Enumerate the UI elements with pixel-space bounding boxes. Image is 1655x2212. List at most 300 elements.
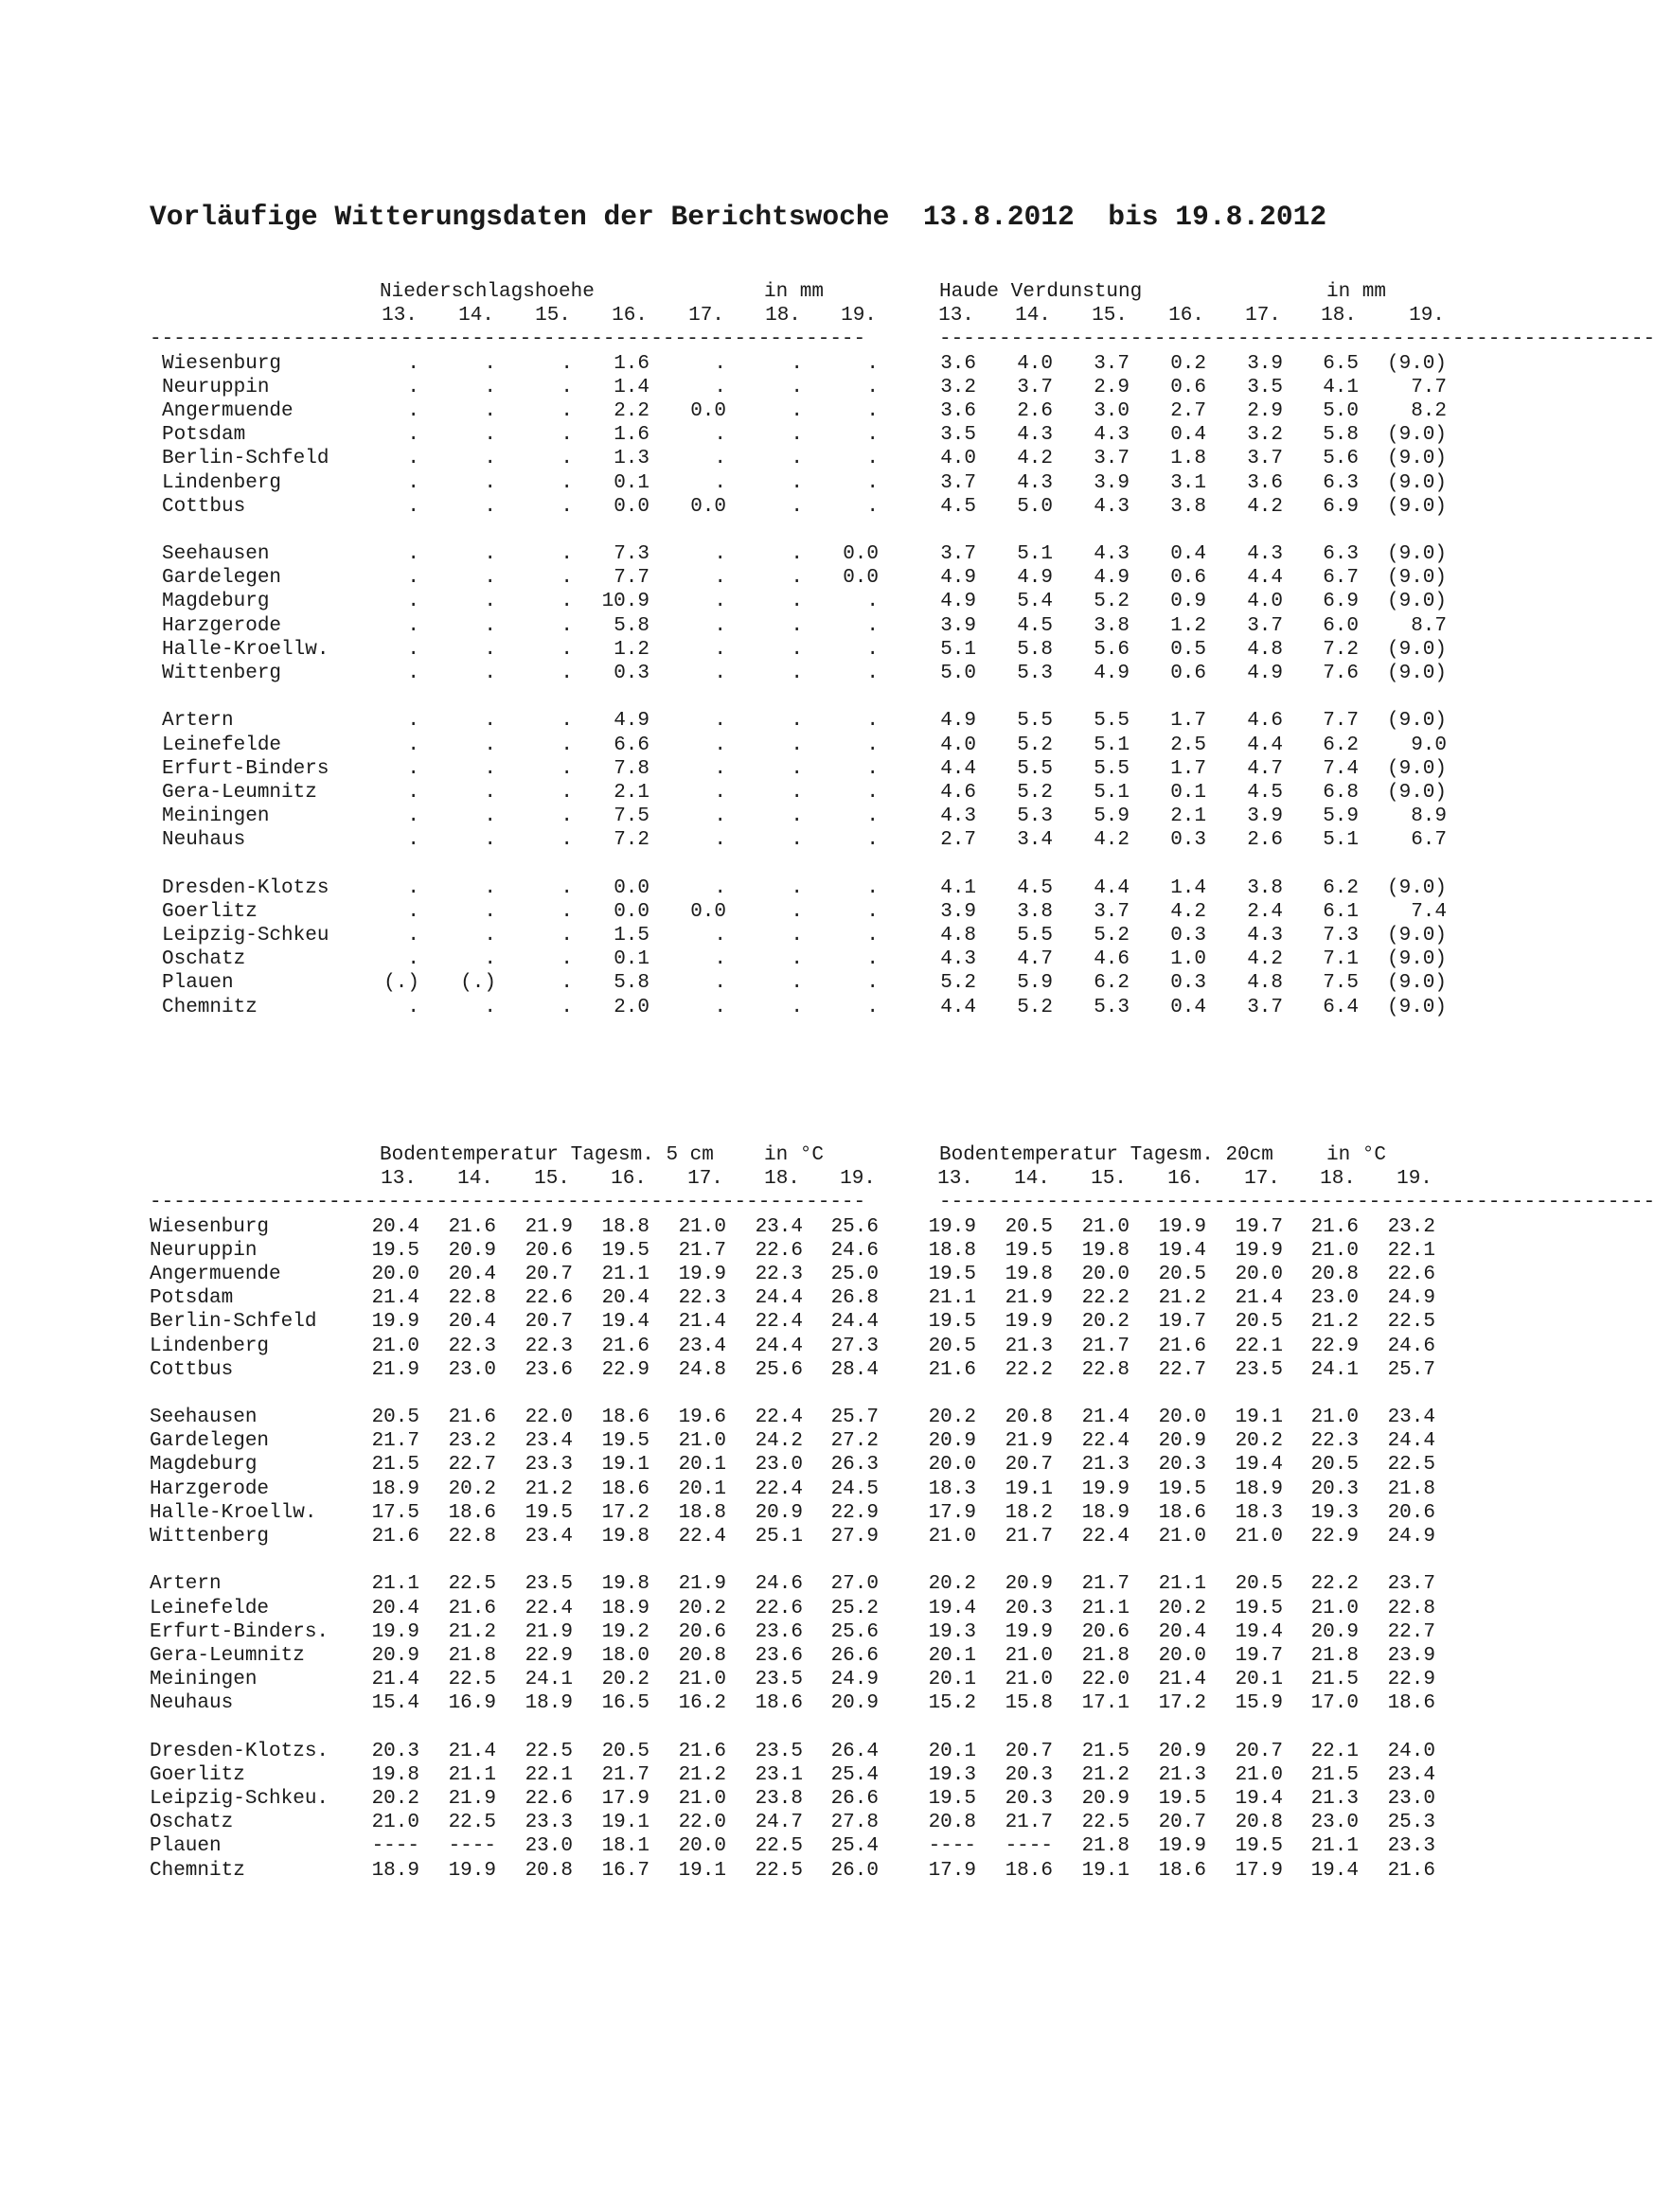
day-label: 14. (457, 1168, 493, 1191)
day-label: 18. (764, 1168, 800, 1191)
value-cell: 1.4 (614, 376, 650, 398)
value-cell: 27.8 (830, 1812, 879, 1834)
value-cell: 23.1 (755, 1763, 803, 1786)
value-cell: 21.0 (371, 1812, 419, 1834)
value-cell: 20.0 (928, 1454, 976, 1477)
value-cell: 23.4 (525, 1526, 573, 1548)
value-cell: 21.3 (1310, 1788, 1359, 1811)
value-cell: 23.0 (448, 1358, 496, 1381)
value-cell: ---- (371, 1835, 419, 1858)
value-cell: . (484, 757, 496, 780)
station-name: Cottbus (162, 495, 246, 518)
station-name: Magdeburg (162, 591, 270, 613)
value-cell: 4.5 (1017, 876, 1053, 899)
value-cell: 21.7 (1081, 1335, 1130, 1357)
value-cell: 21.1 (1158, 1573, 1206, 1596)
value-cell: 27.3 (830, 1335, 879, 1357)
value-cell: 4.7 (1247, 757, 1283, 780)
day-label: 18. (1320, 1168, 1356, 1191)
value-cell: 22.1 (1235, 1335, 1283, 1357)
value-cell: 22.7 (1387, 1620, 1435, 1643)
value-cell: 20.7 (1005, 1740, 1053, 1762)
value-cell: . (791, 495, 803, 518)
value-cell: 19.5 (371, 1239, 419, 1262)
value-cell: 22.6 (525, 1788, 573, 1811)
value-cell: 20.1 (928, 1740, 976, 1762)
value-cell: 20.4 (601, 1287, 650, 1310)
value-cell: 22.2 (1005, 1358, 1053, 1381)
value-cell: 19.5 (525, 1501, 573, 1524)
value-cell: 0.3 (1170, 972, 1206, 995)
value-cell: 20.1 (928, 1669, 976, 1691)
value-cell: . (484, 900, 496, 923)
value-cell: 17.1 (1081, 1692, 1130, 1715)
value-cell: . (791, 876, 803, 899)
value-cell: . (561, 376, 573, 398)
value-cell: 5.8 (614, 972, 650, 995)
value-cell: 21.0 (678, 1788, 726, 1811)
value-cell: 21.4 (448, 1740, 496, 1762)
value-cell: 21.9 (371, 1358, 419, 1381)
section-heading: Haude Verdunstung (939, 281, 1143, 303)
value-cell: 17.2 (601, 1501, 650, 1524)
value-cell: . (714, 424, 726, 447)
value-cell: 4.9 (1247, 663, 1283, 684)
value-cell: . (714, 757, 726, 780)
value-cell: 3.7 (1247, 448, 1283, 470)
value-cell: (9.0) (1386, 591, 1447, 613)
value-cell: . (791, 829, 803, 852)
value-cell: 20.8 (1310, 1263, 1359, 1285)
value-cell: 21.9 (525, 1215, 573, 1238)
value-cell: 21.9 (678, 1573, 726, 1596)
value-cell: 20.2 (448, 1478, 496, 1500)
value-cell: 20.8 (1005, 1407, 1053, 1429)
value-cell: 5.3 (1094, 996, 1130, 1018)
value-cell: 27.0 (830, 1573, 879, 1596)
day-label: 17. (1244, 1168, 1280, 1191)
station-name: Wiesenburg (150, 1215, 270, 1238)
value-cell: 18.9 (371, 1859, 419, 1882)
value-cell: 0.3 (614, 663, 650, 684)
value-cell: 23.6 (525, 1358, 573, 1381)
value-cell: 5.4 (1017, 591, 1053, 613)
value-cell: 18.2 (1005, 1501, 1053, 1524)
value-cell: 27.9 (830, 1526, 879, 1548)
value-cell: 0.0 (614, 495, 650, 518)
value-cell: 23.4 (1387, 1407, 1435, 1429)
value-cell: 19.4 (1310, 1859, 1359, 1882)
value-cell: . (561, 471, 573, 494)
value-cell: 24.9 (1387, 1287, 1435, 1310)
value-cell: 4.4 (940, 757, 976, 780)
value-cell: 3.9 (940, 900, 976, 923)
value-cell: 3.8 (1170, 495, 1206, 518)
value-cell: 0.0 (690, 399, 726, 422)
day-label: 15. (1092, 305, 1128, 327)
value-cell: 21.1 (448, 1763, 496, 1786)
station-name: Magdeburg (150, 1454, 258, 1477)
value-cell: 0.1 (614, 471, 650, 494)
value-cell: 21.9 (448, 1788, 496, 1811)
value-cell: 0.5 (1170, 638, 1206, 661)
value-cell: 4.3 (1017, 471, 1053, 494)
value-cell: 22.5 (448, 1669, 496, 1691)
value-cell: 2.9 (1094, 376, 1130, 398)
value-cell: 18.6 (448, 1501, 496, 1524)
station-name: Harzgerode (150, 1478, 270, 1500)
value-cell: 21.6 (448, 1215, 496, 1238)
value-cell: 19.5 (1158, 1478, 1206, 1500)
value-cell: (9.0) (1386, 424, 1447, 447)
value-cell: 21.8 (1387, 1478, 1435, 1500)
value-cell: 6.9 (1323, 495, 1359, 518)
value-cell: 2.4 (1247, 900, 1283, 923)
value-cell: 19.5 (928, 1263, 976, 1285)
value-cell: 20.0 (1158, 1407, 1206, 1429)
value-cell: . (484, 996, 496, 1018)
station-name: Neuhaus (150, 1692, 234, 1715)
value-cell: 3.7 (1247, 996, 1283, 1018)
value-cell: 22.4 (678, 1526, 726, 1548)
value-cell: 21.3 (1158, 1763, 1206, 1786)
value-cell: . (484, 448, 496, 470)
value-cell: 21.8 (1081, 1644, 1130, 1667)
value-cell: . (791, 734, 803, 756)
station-name: Lindenberg (162, 471, 282, 494)
value-cell: 19.1 (601, 1454, 650, 1477)
value-cell: (9.0) (1386, 757, 1447, 780)
value-cell: 21.0 (678, 1669, 726, 1691)
station-name: Wittenberg (162, 663, 282, 684)
value-cell: 19.3 (928, 1763, 976, 1786)
value-cell: 22.1 (1310, 1740, 1359, 1762)
value-cell: . (866, 710, 879, 733)
value-cell: 17.5 (371, 1501, 419, 1524)
value-cell: 15.9 (1235, 1692, 1283, 1715)
day-label: 18. (765, 305, 801, 327)
value-cell: . (561, 448, 573, 470)
value-cell: 24.7 (755, 1812, 803, 1834)
value-cell: . (714, 734, 726, 756)
value-cell: 20.8 (525, 1859, 573, 1882)
value-cell: 0.6 (1170, 663, 1206, 684)
value-cell: . (484, 805, 496, 828)
day-label: 14. (1015, 305, 1051, 327)
value-cell: (9.0) (1386, 352, 1447, 375)
value-cell: 6.7 (1411, 829, 1447, 852)
unit-label: in °C (1326, 1144, 1387, 1166)
value-cell: . (407, 900, 419, 923)
value-cell: 18.9 (601, 1597, 650, 1619)
value-cell: . (866, 352, 879, 375)
value-cell: . (791, 399, 803, 422)
station-name: Angermuende (162, 399, 294, 422)
value-cell: 8.9 (1411, 805, 1447, 828)
value-cell: 0.4 (1170, 543, 1206, 566)
station-name: Leinefelde (150, 1597, 270, 1619)
value-cell: 21.0 (678, 1215, 726, 1238)
value-cell: 22.5 (1387, 1311, 1435, 1334)
value-cell: 22.3 (525, 1335, 573, 1357)
value-cell: . (484, 591, 496, 613)
value-cell: 22.6 (755, 1597, 803, 1619)
value-cell: 5.2 (940, 972, 976, 995)
value-cell: 4.2 (1170, 900, 1206, 923)
value-cell: 22.4 (1081, 1430, 1130, 1453)
value-cell: 19.8 (1005, 1263, 1053, 1285)
value-cell: . (866, 734, 879, 756)
value-cell: 22.2 (1310, 1573, 1359, 1596)
value-cell: 5.5 (1017, 925, 1053, 947)
value-cell: 5.0 (1017, 495, 1053, 518)
value-cell: 4.8 (940, 925, 976, 947)
value-cell: 21.6 (448, 1407, 496, 1429)
value-cell: . (561, 424, 573, 447)
value-cell: 0.1 (614, 948, 650, 971)
value-cell: 7.7 (614, 567, 650, 590)
value-cell: 22.5 (448, 1812, 496, 1834)
value-cell: . (714, 638, 726, 661)
value-cell: 21.4 (371, 1287, 419, 1310)
value-cell: 5.5 (1017, 757, 1053, 780)
value-cell: 4.4 (1247, 567, 1283, 590)
value-cell: 20.4 (1158, 1620, 1206, 1643)
value-cell: 21.5 (371, 1454, 419, 1477)
day-label: 16. (1167, 1168, 1203, 1191)
value-cell: 26.4 (830, 1740, 879, 1762)
value-cell: 19.5 (601, 1239, 650, 1262)
value-cell: 2.6 (1247, 829, 1283, 852)
value-cell: 23.4 (1387, 1763, 1435, 1786)
day-label: 19. (1409, 305, 1445, 327)
value-cell: 4.3 (1017, 424, 1053, 447)
value-cell: (9.0) (1386, 495, 1447, 518)
value-cell: 24.4 (755, 1287, 803, 1310)
value-cell: 4.1 (1323, 376, 1359, 398)
value-cell: 3.1 (1170, 471, 1206, 494)
value-cell: 0.3 (1170, 829, 1206, 852)
value-cell: 4.9 (940, 567, 976, 590)
value-cell: (9.0) (1386, 925, 1447, 947)
value-cell: 23.6 (755, 1644, 803, 1667)
value-cell: 7.7 (1323, 710, 1359, 733)
value-cell: . (484, 567, 496, 590)
station-name: Harzgerode (162, 614, 282, 637)
value-cell: 20.9 (371, 1644, 419, 1667)
value-cell: 22.7 (448, 1454, 496, 1477)
value-cell: 17.9 (1235, 1859, 1283, 1882)
station-name: Cottbus (150, 1358, 234, 1381)
value-cell: . (561, 900, 573, 923)
value-cell: . (484, 710, 496, 733)
value-cell: 21.7 (1005, 1812, 1053, 1834)
day-label: 18. (1321, 305, 1357, 327)
value-cell: 24.4 (830, 1311, 879, 1334)
value-cell: 3.7 (1094, 352, 1130, 375)
value-cell: 24.1 (1310, 1358, 1359, 1381)
value-cell: 19.9 (678, 1263, 726, 1285)
value-cell: 6.3 (1323, 543, 1359, 566)
value-cell: 0.9 (1170, 591, 1206, 613)
value-cell: 0.0 (843, 543, 879, 566)
value-cell: 20.4 (448, 1263, 496, 1285)
value-cell: 21.6 (448, 1597, 496, 1619)
station-name: Oschatz (162, 948, 246, 971)
value-cell: . (714, 591, 726, 613)
page-title: Vorläufige Witterungsdaten der Berichtswoche 13.8.2012 bis 19.8.2012 (150, 201, 1327, 233)
value-cell: 20.1 (678, 1454, 726, 1477)
value-cell: 21.0 (1158, 1526, 1206, 1548)
value-cell: 19.1 (1081, 1859, 1130, 1882)
station-name: Berlin-Schfeld (162, 448, 329, 470)
value-cell: . (407, 805, 419, 828)
value-cell: . (791, 543, 803, 566)
value-cell: 4.3 (940, 805, 976, 828)
value-cell: 23.0 (755, 1454, 803, 1477)
value-cell: 20.2 (678, 1597, 726, 1619)
value-cell: . (561, 663, 573, 684)
value-cell: 23.5 (1235, 1358, 1283, 1381)
value-cell: 20.0 (371, 1263, 419, 1285)
value-cell: . (484, 471, 496, 494)
value-cell: 19.5 (928, 1788, 976, 1811)
value-cell: 20.3 (371, 1740, 419, 1762)
value-cell: . (866, 972, 879, 995)
value-cell: 23.2 (448, 1430, 496, 1453)
value-cell: 15.4 (371, 1692, 419, 1715)
value-cell: 4.2 (1247, 948, 1283, 971)
value-cell: 4.2 (1094, 829, 1130, 852)
value-cell: . (791, 663, 803, 684)
value-cell: 19.1 (601, 1812, 650, 1834)
value-cell: 23.0 (1310, 1812, 1359, 1834)
day-label: 13. (937, 1168, 973, 1191)
value-cell: 23.9 (1387, 1644, 1435, 1667)
value-cell: 4.3 (1094, 543, 1130, 566)
value-cell: . (561, 996, 573, 1018)
station-name: Goerlitz (162, 900, 258, 923)
value-cell: 1.8 (1170, 448, 1206, 470)
value-cell: 4.5 (1247, 781, 1283, 804)
station-name: Neuhaus (162, 829, 246, 852)
value-cell: 19.9 (928, 1215, 976, 1238)
value-cell: 19.5 (1005, 1239, 1053, 1262)
value-cell: 20.2 (1158, 1597, 1206, 1619)
day-label: 19. (841, 305, 877, 327)
value-cell: . (714, 710, 726, 733)
value-cell: 18.6 (1005, 1859, 1053, 1882)
value-cell: 19.8 (371, 1763, 419, 1786)
value-cell: 25.1 (755, 1526, 803, 1548)
value-cell: 3.2 (940, 376, 976, 398)
value-cell: 20.5 (1005, 1215, 1053, 1238)
station-name: Halle-Kroellw. (162, 638, 329, 661)
value-cell: 18.9 (1235, 1478, 1283, 1500)
value-cell: 20.7 (525, 1263, 573, 1285)
value-cell: 4.1 (940, 876, 976, 899)
value-cell: . (484, 925, 496, 947)
day-label: 19. (1397, 1168, 1433, 1191)
value-cell: . (714, 925, 726, 947)
station-name: Meiningen (162, 805, 270, 828)
value-cell: 5.8 (1017, 638, 1053, 661)
day-label: 13. (381, 1168, 417, 1191)
value-cell: 3.7 (1094, 900, 1130, 923)
value-cell: 18.6 (1387, 1692, 1435, 1715)
value-cell: 24.0 (1387, 1740, 1435, 1762)
value-cell: . (714, 781, 726, 804)
value-cell: 5.1 (940, 638, 976, 661)
value-cell: 18.6 (1158, 1501, 1206, 1524)
value-cell: 4.9 (1017, 567, 1053, 590)
value-cell: 20.7 (1158, 1812, 1206, 1834)
value-cell: 21.0 (678, 1430, 726, 1453)
value-cell: 19.5 (1235, 1835, 1283, 1858)
value-cell: 8.2 (1411, 399, 1447, 422)
value-cell: 5.8 (1323, 424, 1359, 447)
value-cell: 20.0 (1081, 1263, 1130, 1285)
value-cell: (9.0) (1386, 948, 1447, 971)
value-cell: 4.0 (1017, 352, 1053, 375)
value-cell: . (866, 781, 879, 804)
station-name: Chemnitz (150, 1859, 245, 1882)
value-cell: 0.0 (843, 567, 879, 590)
value-cell: 22.0 (1081, 1669, 1130, 1691)
value-cell: 7.4 (1323, 757, 1359, 780)
value-cell: 20.5 (601, 1740, 650, 1762)
value-cell: 20.0 (1235, 1263, 1283, 1285)
value-cell: 5.3 (1017, 663, 1053, 684)
value-cell: 3.9 (1094, 471, 1130, 494)
value-cell: 23.4 (525, 1430, 573, 1453)
value-cell: 20.2 (1081, 1311, 1130, 1334)
value-cell: 18.8 (678, 1501, 726, 1524)
value-cell: 7.5 (1323, 972, 1359, 995)
value-cell: (9.0) (1386, 710, 1447, 733)
value-cell: 22.3 (1310, 1430, 1359, 1453)
value-cell: 22.0 (678, 1812, 726, 1834)
value-cell: 3.5 (1247, 376, 1283, 398)
value-cell: 25.6 (830, 1620, 879, 1643)
value-cell: 4.3 (1094, 495, 1130, 518)
unit-label: in mm (1326, 281, 1387, 303)
value-cell: 19.3 (1310, 1501, 1359, 1524)
value-cell: 20.9 (755, 1501, 803, 1524)
value-cell: . (714, 448, 726, 470)
value-cell: 7.6 (1323, 663, 1359, 684)
value-cell: 22.4 (755, 1311, 803, 1334)
value-cell: 19.4 (928, 1597, 976, 1619)
value-cell: 23.4 (678, 1335, 726, 1357)
value-cell: 20.2 (371, 1788, 419, 1811)
value-cell: 22.5 (525, 1740, 573, 1762)
value-cell: 4.8 (1247, 972, 1283, 995)
value-cell: 21.6 (601, 1335, 650, 1357)
value-cell: 19.8 (601, 1526, 650, 1548)
value-cell: . (561, 567, 573, 590)
value-cell: 19.5 (601, 1430, 650, 1453)
value-cell: 19.8 (1081, 1239, 1130, 1262)
value-cell: 24.5 (830, 1478, 879, 1500)
value-cell: 4.4 (1247, 734, 1283, 756)
day-label: 16. (611, 1168, 647, 1191)
value-cell: 21.1 (601, 1263, 650, 1285)
value-cell: 0.4 (1170, 996, 1206, 1018)
value-cell: 22.9 (1310, 1335, 1359, 1357)
value-cell: . (561, 876, 573, 899)
value-cell: 21.0 (1005, 1644, 1053, 1667)
